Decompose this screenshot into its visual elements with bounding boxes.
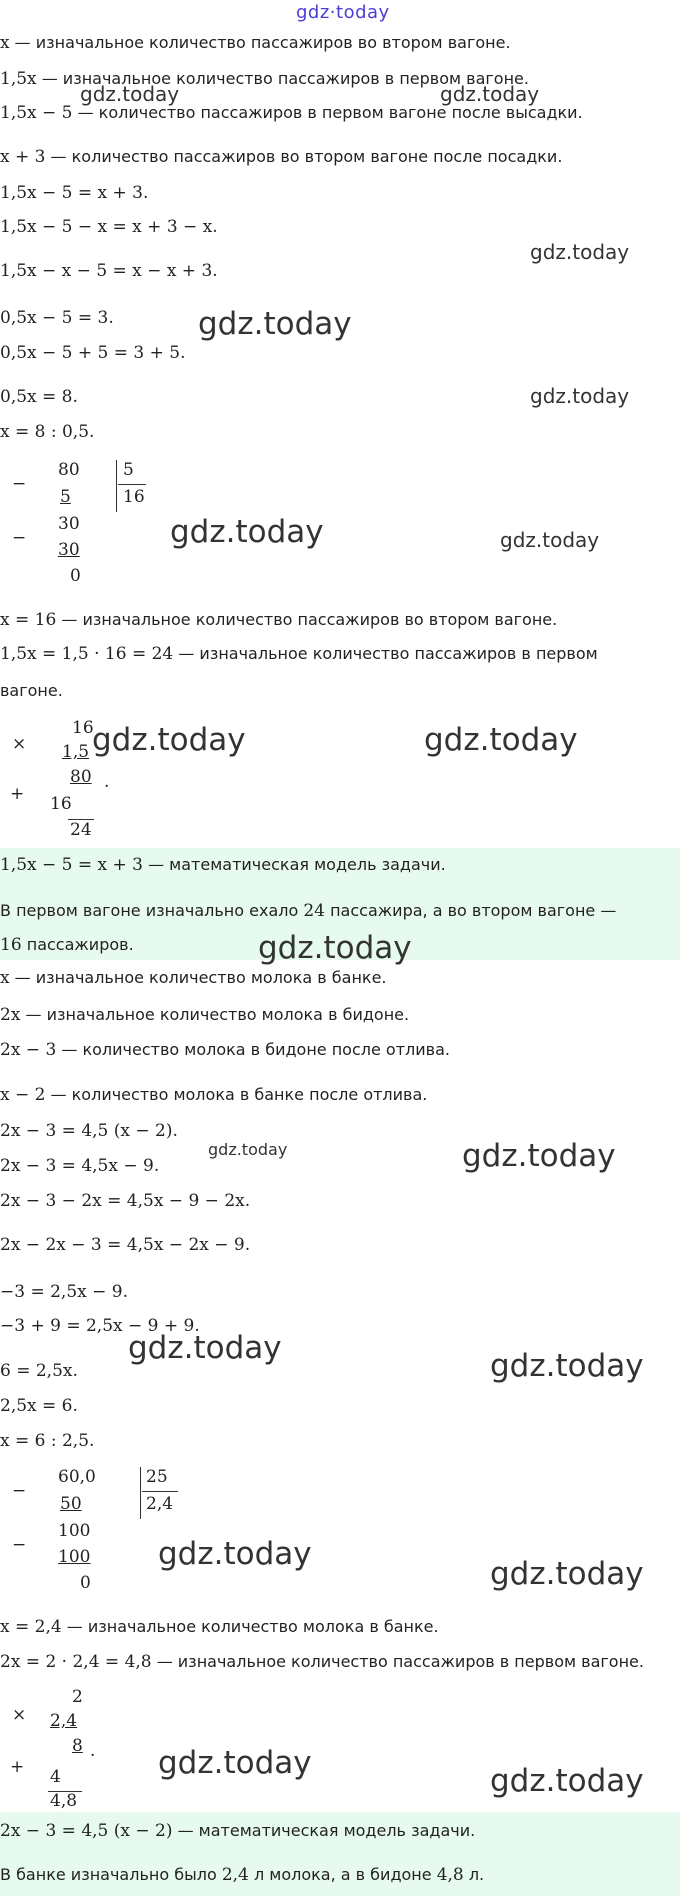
watermark: gdz.today xyxy=(530,240,630,264)
t2-eq-5: −3 = 2,5x − 9. xyxy=(0,1282,129,1302)
t1-eq-7: x = 8 : 0,5. xyxy=(0,422,95,442)
t2-result-2: 2x = 2 · 2,4 = 4,8 — изначальное количество пассажиров в первом вагоне. xyxy=(0,1652,644,1672)
watermark: gdz.today xyxy=(500,528,600,552)
t1-long-division: − 80 5 − 30 30 0 5 16 xyxy=(12,460,145,586)
division-bar xyxy=(140,1467,141,1519)
watermark: gdz.today xyxy=(490,1763,644,1799)
t1-eq-5: 0,5x − 5 + 5 = 3 + 5. xyxy=(0,343,186,363)
t2-eq-2: 2x − 3 = 4,5x − 9. xyxy=(0,1156,160,1176)
t1-answer-2: 16 пассажиров. xyxy=(0,935,134,955)
t1-eq-6: 0,5x = 8. xyxy=(0,387,78,407)
watermark: gdz.today xyxy=(440,82,540,106)
t2-line-4: x − 2 — количество молока в банке после отлива. xyxy=(0,1085,428,1105)
watermark: gdz.today xyxy=(158,1536,312,1572)
t1-eq-1: 1,5x − 5 = x + 3. xyxy=(0,183,149,203)
quotient-line xyxy=(118,484,146,485)
watermark: gdz.today xyxy=(462,1138,616,1174)
t2-eq-7: 6 = 2,5x. xyxy=(0,1361,78,1381)
t2-line-2: 2x — изначальное количество молока в бидоне. xyxy=(0,1005,410,1025)
quotient-line xyxy=(142,1491,178,1492)
watermark: gdz.today xyxy=(170,514,324,550)
watermark: gdz.today xyxy=(530,384,630,408)
t1-result-2-cont: вагоне. xyxy=(0,681,63,700)
t1-line-1: x — изначальное количество пассажиров во втором вагоне. xyxy=(0,33,511,53)
t1-result-2: 1,5x = 1,5 · 16 = 24 — изначальное количество пассажиров в первом xyxy=(0,644,598,664)
t2-line-1: x — изначальное количество молока в банке. xyxy=(0,968,387,988)
t1-line-2: 1,5x — изначальное количество пассажиров в первом вагоне. xyxy=(0,69,529,89)
t2-long-division: − 60,0 50 − 100 100 0 25 2,4 xyxy=(0,1467,200,1597)
watermark: gdz.today xyxy=(80,82,180,106)
t1-result-1: x = 16 — изначальное количество пассажиров во втором вагоне. xyxy=(0,610,558,630)
t1-multiplication: × 16 1,5 80 . + 16 24 xyxy=(10,718,110,840)
t2-eq-3: 2x − 3 − 2x = 4,5x − 9 − 2x. xyxy=(0,1191,251,1211)
division-bar xyxy=(116,460,117,512)
watermark: gdz.today xyxy=(158,1745,312,1781)
t1-eq-2: 1,5x − 5 − x = x + 3 − x. xyxy=(0,217,218,237)
t2-line-3: 2x − 3 — количество молока в бидоне после отлива. xyxy=(0,1040,450,1060)
t1-line-4: x + 3 — количество пассажиров во втором вагоне после посадки. xyxy=(0,147,563,167)
t1-line-3: 1,5x − 5 — количество пассажиров в первом вагоне после высадки. xyxy=(0,103,583,123)
watermark: gdz.today xyxy=(208,1140,288,1159)
t1-eq-4: 0,5x − 5 = 3. xyxy=(0,308,114,328)
watermark: gdz.today xyxy=(258,930,412,966)
watermark: gdz.today xyxy=(92,722,246,758)
t2-answer: В банке изначально было 2,4 л молока, а в бидоне 4,8 л. xyxy=(0,1865,485,1885)
t2-eq-9: x = 6 : 2,5. xyxy=(0,1431,95,1451)
watermark: gdz.today xyxy=(198,306,352,342)
t2-eq-1: 2x − 3 = 4,5 (x − 2). xyxy=(0,1121,178,1141)
watermark: gdz.today xyxy=(490,1348,644,1384)
t1-eq-3: 1,5x − x − 5 = x − x + 3. xyxy=(0,261,218,281)
t2-model: 2x − 3 = 4,5 (x − 2) — математическая модель задачи. xyxy=(0,1821,476,1841)
t2-result-1: x = 2,4 — изначальное количество молока в банке. xyxy=(0,1617,439,1637)
watermark: gdz.today xyxy=(490,1556,644,1592)
t1-model: 1,5x − 5 = x + 3 — математическая модель задачи. xyxy=(0,855,446,875)
t2-answer-block xyxy=(0,1812,680,1896)
watermark: gdz.today xyxy=(424,722,578,758)
header-watermark: gdz·today xyxy=(296,2,390,23)
t2-eq-8: 2,5x = 6. xyxy=(0,1396,78,1416)
t1-answer-1: В первом вагоне изначально ехало 24 пассажира, а во втором вагоне — xyxy=(0,901,617,921)
t2-multiplication: × 2 2,4 8 . + 4 4,8 xyxy=(10,1687,96,1811)
t2-eq-6: −3 + 9 = 2,5x − 9 + 9. xyxy=(0,1316,200,1336)
watermark: gdz.today xyxy=(128,1330,282,1366)
t2-eq-4: 2x − 2x − 3 = 4,5x − 2x − 9. xyxy=(0,1235,251,1255)
